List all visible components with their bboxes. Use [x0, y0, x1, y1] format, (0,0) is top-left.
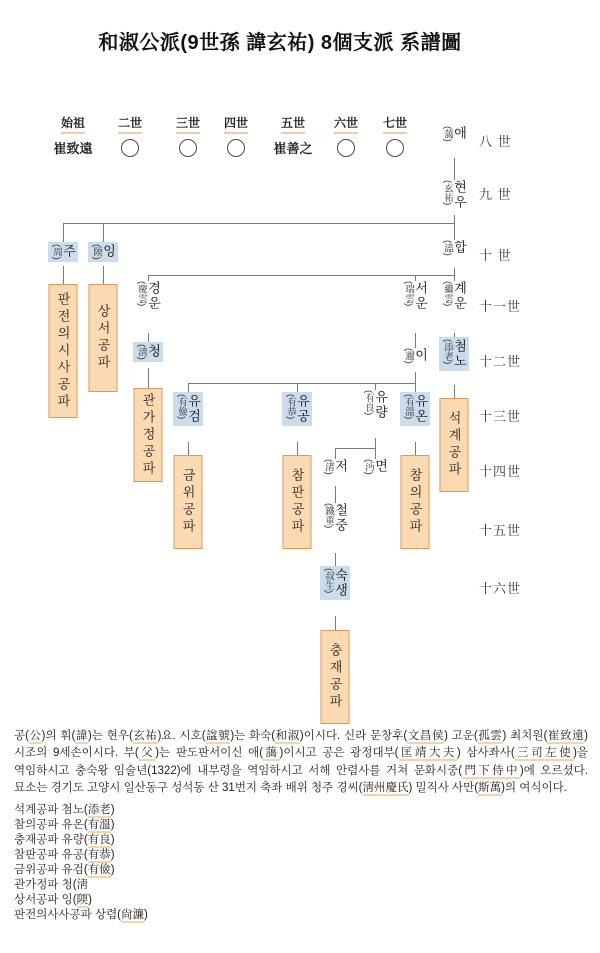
node-gyeun [442, 281, 466, 311]
node-ae [442, 126, 466, 142]
tree-connector [335, 616, 336, 630]
node-korean: 유온 [412, 394, 428, 424]
node-hanja: (邇) [402, 348, 414, 364]
branch-label: 석계공파 [446, 411, 462, 479]
node-cheong [133, 342, 163, 362]
branch-list-item: 상서공파 잉(陾) [14, 893, 92, 906]
ancestor-founder [43, 116, 103, 157]
biography-paragraph: 공(公)의 휘(諱)는 현우(玄祐)요. 시호(諡號)는 화숙(和淑)이시다. 신라 문창후(文昌侯) 고운(孤雲) 최치원(崔致遠) 시조의 9세손이시다. 부(父)는 판도판서이신 애(藹)이시고 공은 광정대부(匡靖大夫) 삼사좌사(三司左使)을 역임하시고 충숙왕 임술년(1322)에 내부령을 역임하시고 서해 안렴사를 거쳐 문화시중(門下侍中)에 오르셨다. 묘소는 경기도 고양시 일산동구 성석동 산 31번지 축좌 배위 청주 경씨(淸州慶氏) 밀직사 사만(斯萬)의 여식이다. [14, 730, 589, 795]
tree-connector [103, 223, 104, 242]
tree-connector [335, 448, 336, 459]
tree-connector [375, 383, 376, 390]
node-hanja: (沔) [362, 459, 374, 475]
branch-list-item: 석계공파 첨노(添老) [14, 803, 115, 816]
node-hanja: (周) [50, 244, 62, 260]
node-hanja: (有儉) [175, 394, 187, 420]
branch-label: 판전의시사공파 [55, 291, 71, 411]
node-hanja: (繼雲) [441, 281, 453, 307]
generation-label: 二世 [118, 116, 142, 134]
node-yugong [282, 392, 312, 426]
node-hanja: (添老) [441, 339, 453, 365]
branch-list-item: 금위공파 유검(有儉) [14, 863, 115, 876]
node-yuryang [363, 390, 387, 420]
tree-connector [415, 372, 416, 383]
node-ju [48, 242, 78, 262]
node-korean: 유검 [185, 394, 201, 424]
tree-connector [375, 438, 376, 448]
node-korean: 저 [332, 459, 348, 474]
tree-connector [454, 223, 455, 240]
node-hanja: (藹) [441, 126, 453, 142]
generation-label: 始祖 [61, 116, 85, 134]
generation-circle [386, 139, 404, 157]
node-cheomno [439, 337, 469, 371]
tree-connector [297, 442, 298, 455]
node-korean: 잉 [100, 244, 116, 259]
branch-label: 상서공파 [95, 304, 111, 372]
node-korean: 서운 [412, 281, 428, 311]
branch-list-item: 참의공파 유온(有溫) [14, 818, 115, 831]
branch-label: 참의공파 [407, 468, 423, 536]
ancestor-7 [365, 116, 425, 157]
branch-gwangajeong [134, 388, 163, 482]
gen-label-14: 十四世 [479, 464, 522, 479]
node-korean: 경운 [145, 281, 161, 311]
node-jeo [323, 459, 347, 475]
node-korean: 철중 [332, 503, 348, 533]
tree-connector [375, 448, 376, 459]
branch-list-item: 참판공파 유공(有恭) [14, 848, 115, 861]
node-korean: 애 [451, 126, 467, 141]
tree-connector [63, 223, 455, 224]
branch-label: 관가정공파 [140, 392, 156, 478]
node-korean: 면 [372, 459, 388, 474]
node-hanja: (鐵重) [322, 503, 334, 529]
footer-text-block [14, 728, 588, 923]
tree-connector [63, 223, 64, 242]
node-korean: 이 [412, 348, 428, 363]
branch-list [14, 803, 588, 923]
gen-label-11: 十一世 [479, 299, 522, 314]
node-yugeom [173, 392, 203, 426]
branch-list-item: 판전의사사공파 상렴(尙濂) [14, 908, 148, 921]
branch-chamui [401, 455, 430, 549]
generation-circle [121, 139, 139, 157]
node-seoun [403, 281, 427, 311]
node-hanja: (陾) [90, 244, 102, 260]
tree-connector [335, 553, 336, 566]
node-hanja: (瑞雲) [402, 281, 414, 307]
node-korean: 첨노 [451, 339, 467, 369]
branch-panjeonuisisa [49, 284, 78, 418]
node-hyeonu [442, 180, 466, 210]
node-hanja: (渚) [322, 459, 334, 475]
gen-label-8: 八 世 [479, 134, 512, 149]
generation-circle [179, 139, 197, 157]
node-korean: 합 [451, 240, 467, 255]
branch-label: 금위공파 [180, 468, 196, 536]
node-korean: 계운 [451, 281, 467, 311]
tree-connector [148, 333, 149, 342]
node-korean: 현우 [451, 180, 467, 210]
node-hanja: (慶雲) [135, 281, 147, 307]
node-gyeongun [136, 281, 160, 311]
node-myeon [363, 459, 387, 475]
node-korean: 숙생 [332, 568, 348, 598]
tree-connector [454, 215, 455, 223]
node-hap [442, 240, 466, 256]
generation-label: 六世 [334, 116, 358, 134]
tree-connector [148, 368, 149, 388]
branch-list-item: 관가정파 청(淸 [14, 878, 89, 891]
tree-connector [415, 442, 416, 455]
ancestor-name: 崔致遠 [53, 141, 93, 156]
generation-label: 七世 [383, 116, 407, 134]
ancestor-name: 崔善之 [273, 141, 313, 156]
branch-seokgye [440, 398, 469, 492]
node-hanja: (有良) [362, 390, 374, 416]
gen-label-13: 十三世 [479, 409, 522, 424]
branch-label: 충재공파 [327, 643, 343, 711]
tree-connector [188, 383, 416, 384]
tree-connector [335, 486, 336, 503]
node-suksaeng [320, 566, 350, 600]
node-hanja: (溘) [441, 240, 453, 256]
generation-circle [227, 139, 245, 157]
node-ing [88, 242, 118, 262]
node-hanja: (玄祐) [441, 180, 453, 206]
generation-circle [337, 139, 355, 157]
generation-label: 五世 [281, 116, 305, 134]
tree-connector [297, 383, 298, 392]
gen-label-12: 十二世 [479, 354, 522, 369]
tree-connector [415, 333, 416, 348]
node-hanja: (叔生) [322, 568, 334, 594]
node-yuon [400, 392, 430, 426]
branch-list-item: 충재공파 유량(有良) [14, 833, 115, 846]
tree-connector [335, 448, 376, 449]
tree-connector [188, 442, 189, 455]
node-cheoljung [323, 503, 347, 533]
gen-label-10: 十 世 [479, 248, 512, 263]
gen-label-9: 九 世 [479, 187, 512, 202]
gen-label-15: 十五世 [479, 523, 522, 538]
ancestor-5 [263, 116, 323, 157]
node-i [403, 348, 427, 364]
ancestor-2 [100, 116, 160, 157]
gen-label-16: 十六世 [479, 581, 522, 596]
node-hanja: (有恭) [284, 394, 296, 420]
node-korean: 청 [145, 344, 161, 359]
node-korean: 유공 [294, 394, 310, 424]
tree-connector [454, 158, 455, 180]
branch-label: 참판공파 [289, 468, 305, 536]
node-hanja: (淸) [135, 344, 147, 360]
tree-connector [454, 385, 455, 398]
generation-label: 四世 [224, 116, 248, 134]
node-hanja: (有溫) [402, 394, 414, 420]
branch-geumwi [174, 455, 203, 549]
node-korean: 주 [60, 244, 76, 259]
generation-label: 三世 [176, 116, 200, 134]
branch-chungjae [321, 630, 350, 724]
tree-connector [103, 266, 104, 284]
tree-connector [148, 275, 455, 276]
tree-connector [415, 383, 416, 392]
node-korean: 유량 [372, 390, 388, 420]
page-title: 和淑公派(9世孫 諱玄祐) 8個支派 系譜圖 [98, 32, 462, 54]
ancestor-4 [206, 116, 266, 157]
tree-connector [188, 383, 189, 392]
tree-connector [454, 268, 455, 275]
tree-connector [63, 266, 64, 284]
branch-champan [283, 455, 312, 549]
branch-sangseo [89, 284, 118, 392]
